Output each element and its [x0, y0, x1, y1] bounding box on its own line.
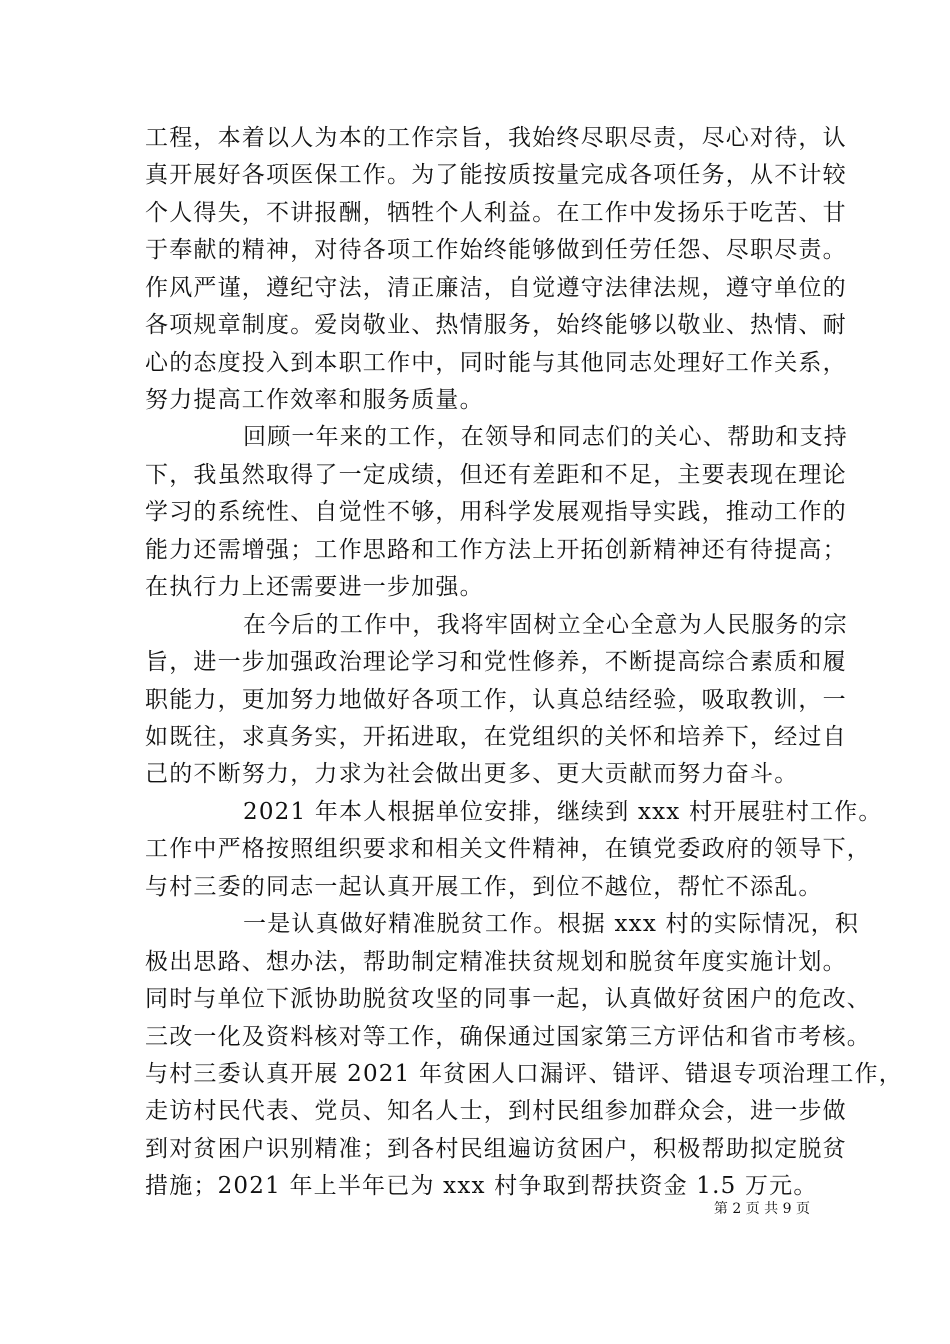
text-line: 能力还需增强；工作思路和工作方法上开拓创新精神还有待提高； [145, 537, 847, 563]
text-line: 走访村民代表、党员、知名人士，到村民组参加群众会，进一步做 [145, 1098, 847, 1124]
text-line: 心的态度投入到本职工作中，同时能与其他同志处理好工作关系， [145, 350, 847, 376]
text-line: 如既往，求真务实，开拓进取，在党组织的关怀和培养下，经过自 [145, 724, 847, 750]
text-line: 极出思路、想办法，帮助制定精准扶贫规划和脱贫年度实施计划。 [145, 949, 847, 975]
text-line: 职能力，更加努力地做好各项工作，认真总结经验，吸取教训，一 [145, 687, 847, 713]
text-line: 努力提高工作效率和服务质量。 [145, 387, 484, 413]
text-line: 旨，进一步加强政治理论学习和党性修养，不断提高综合素质和履 [145, 649, 847, 675]
text-line: 措施；2021 年上半年已为 xxx 村争取到帮扶资金 1.5 万元。 [145, 1173, 818, 1199]
text-line: 到对贫困户识别精准；到各村民组遍访贫困户，积极帮助拟定脱贫 [145, 1136, 847, 1162]
paragraph-first-line: 2021 年本人根据单位安排，继续到 xxx 村开展驻村工作。 [243, 799, 883, 825]
text-line: 工程，本着以人为本的工作宗旨，我始终尽职尽责，尽心对待，认 [145, 125, 847, 151]
paragraph-first-line: 在今后的工作中，我将牢固树立全心全意为人民服务的宗 [243, 612, 848, 638]
text-line: 作风严谨，遵纪守法，清正廉洁，自觉遵守法律法规，遵守单位的 [145, 275, 847, 301]
paragraph-first-line: 回顾一年来的工作，在领导和同志们的关心、帮助和支持 [243, 424, 848, 450]
text-line: 个人得失，不讲报酬，牺牲个人利益。在工作中发扬乐于吃苦、甘 [145, 200, 847, 226]
text-line: 真开展好各项医保工作。为了能按质按量完成各项任务，从不计较 [145, 162, 847, 188]
text-line: 与村三委认真开展 2021 年贫困人口漏评、错评、错退专项治理工作， [145, 1061, 903, 1087]
text-line: 下，我虽然取得了一定成绩，但还有差距和不足，主要表现在理论 [145, 462, 847, 488]
text-line: 己的不断努力，力求为社会做出更多、更大贡献而努力奋斗。 [145, 761, 799, 787]
text-line: 学习的系统性、自觉性不够，用科学发展观指导实践，推动工作的 [145, 499, 847, 525]
text-line: 于奉献的精神，对待各项工作始终能够做到任劳任怨、尽职尽责。 [145, 237, 847, 263]
text-line: 在执行力上还需要进一步加强。 [145, 574, 484, 600]
text-line: 与村三委的同志一起认真开展工作，到位不越位，帮忙不添乱。 [145, 874, 823, 900]
text-line: 三改一化及资料核对等工作，确保通过国家第三方评估和省市考核。 [145, 1024, 871, 1050]
text-line: 同时与单位下派协助脱贫攻坚的同事一起，认真做好贫困户的危改、 [145, 986, 871, 1012]
page-number: 第 2 页 共 9 页 [713, 1201, 810, 1217]
text-line: 各项规章制度。爱岗敬业、热情服务，始终能够以敬业、热情、耐 [145, 312, 847, 338]
text-line: 工作中严格按照组织要求和相关文件精神，在镇党委政府的领导下， [145, 836, 871, 862]
paragraph-first-line: 一是认真做好精准脱贫工作。根据 xxx 村的实际情况，积 [243, 911, 860, 937]
